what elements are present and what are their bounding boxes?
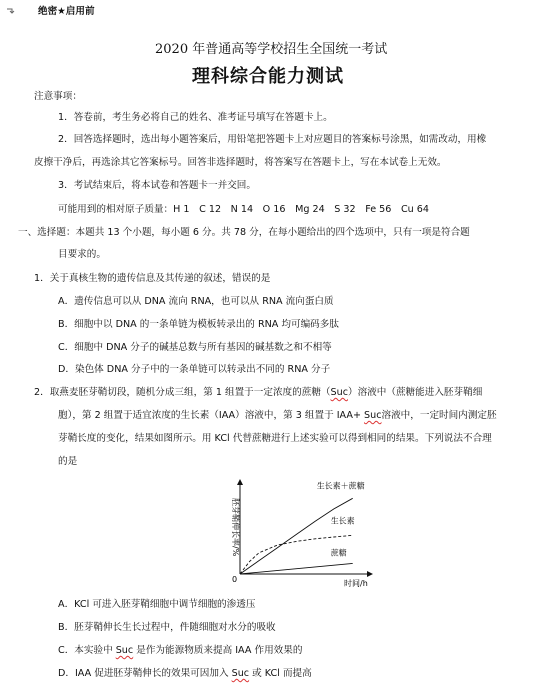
series-label-1: 生长素 bbox=[330, 516, 355, 526]
elongation-chart bbox=[220, 470, 390, 595]
note-2-line-2: 皮擦干净后，再选涂其它答案标号。回答非选择题时，将答案写在答题卡上，写在本试卷上无效。 bbox=[34, 157, 447, 168]
series-line-0 bbox=[240, 498, 353, 574]
q2-stem-line-1: 2．取燕麦胚芽鞘切段，随机分成三组，第 1 组置于一定浓度的蔗糖（Suc）溶液中（蔗糖能进入胚芽鞘细 bbox=[34, 387, 483, 398]
y-axis-label: 胚芽鞘伸长率/% bbox=[231, 498, 240, 557]
notes-heading: 注意事项： bbox=[34, 91, 82, 102]
series-label-0: 生长素＋蔗糖 bbox=[316, 481, 365, 491]
exam-year-title: 2020 年普通高等学校招生全国统一考试 bbox=[155, 42, 388, 57]
q2-option-d: D．IAA 促进胚芽鞘伸长的效果可因加入 Suc 或 KCl 而提高 bbox=[58, 668, 312, 679]
q2-option-a: A．KCl 可进入胚芽鞘细胞中调节细胞的渗透压 bbox=[58, 599, 256, 610]
q2-stem-line-2: 胞），第 2 组置于适宜浓度的生长素（IAA）溶液中，第 3 组置于 IAA+ Suc溶液中，一定时间内测定胚 bbox=[58, 410, 497, 421]
series-line-2 bbox=[240, 563, 353, 574]
section-header-line-2: 目要求的。 bbox=[58, 249, 106, 260]
paragraph-anchor-icon bbox=[4, 4, 18, 18]
note-3: 3．考试结束后，将本试卷和答题卡一并交回。 bbox=[58, 180, 256, 191]
q2-option-b: B．胚芽鞘伸长生长过程中，件随细胞对水分的吸收 bbox=[58, 622, 276, 633]
series-label-2: 蔗糖 bbox=[330, 548, 347, 558]
section-header-line-1: 一、选择题：本题共 13 个小题，每小题 6 分。共 78 分，在每小题给出的四个选项中，只有一项是符合题 bbox=[18, 227, 470, 238]
series-layer bbox=[240, 480, 365, 574]
atomic-mass-line: 可能用到的相对原子质量：H 1 C 12 N 14 O 16 Mg 24 S 32 Fe 56 Cu 64 bbox=[58, 204, 430, 215]
subject-title: 理科综合能力测试 bbox=[192, 66, 344, 87]
note-1: 1．答卷前，考生务必将自己的姓名、准考证号填写在答题卡上。 bbox=[58, 112, 333, 123]
q1-option-c: C．细胞中 DNA 分子的碱基总数与所有基因的碱基数之和不相等 bbox=[58, 342, 332, 353]
q1-option-d: D．染色体 DNA 分子中的一条单链可以转录出不同的 RNA 分子 bbox=[58, 364, 331, 375]
note-2-line-1: 2．回答选择题时，选出每小题答案后，用铅笔把答题卡上对应题目的答案标号涂黑，如需改动，用橡 bbox=[58, 134, 487, 145]
q1-option-b: B．细胞中以 DNA 的一条单链为模板转录出的 RNA 均可编码多肽 bbox=[58, 319, 339, 330]
x-axis-label: 时间/h bbox=[344, 579, 368, 588]
q1-option-a: A．遗传信息可以从 DNA 流向 RNA，也可以从 RNA 流向蛋白质 bbox=[58, 296, 334, 307]
q2-option-c: C．本实验中 Suc 是作为能源物质来提高 IAA 作用效果的 bbox=[58, 645, 303, 656]
q2-stem-line-3: 芽鞘长度的变化，结果如图所示。用 KCl 代替蔗糖进行上述实验可以得到相同的结果。下列说法不合理 bbox=[58, 433, 492, 444]
origin-label: 0 bbox=[232, 575, 238, 584]
q2-stem-line-4: 的是 bbox=[58, 456, 78, 467]
q1-stem: 1．关于真核生物的遗传信息及其传递的叙述，错误的是 bbox=[34, 273, 271, 284]
confidential-label: 绝密★启用前 bbox=[38, 6, 95, 17]
